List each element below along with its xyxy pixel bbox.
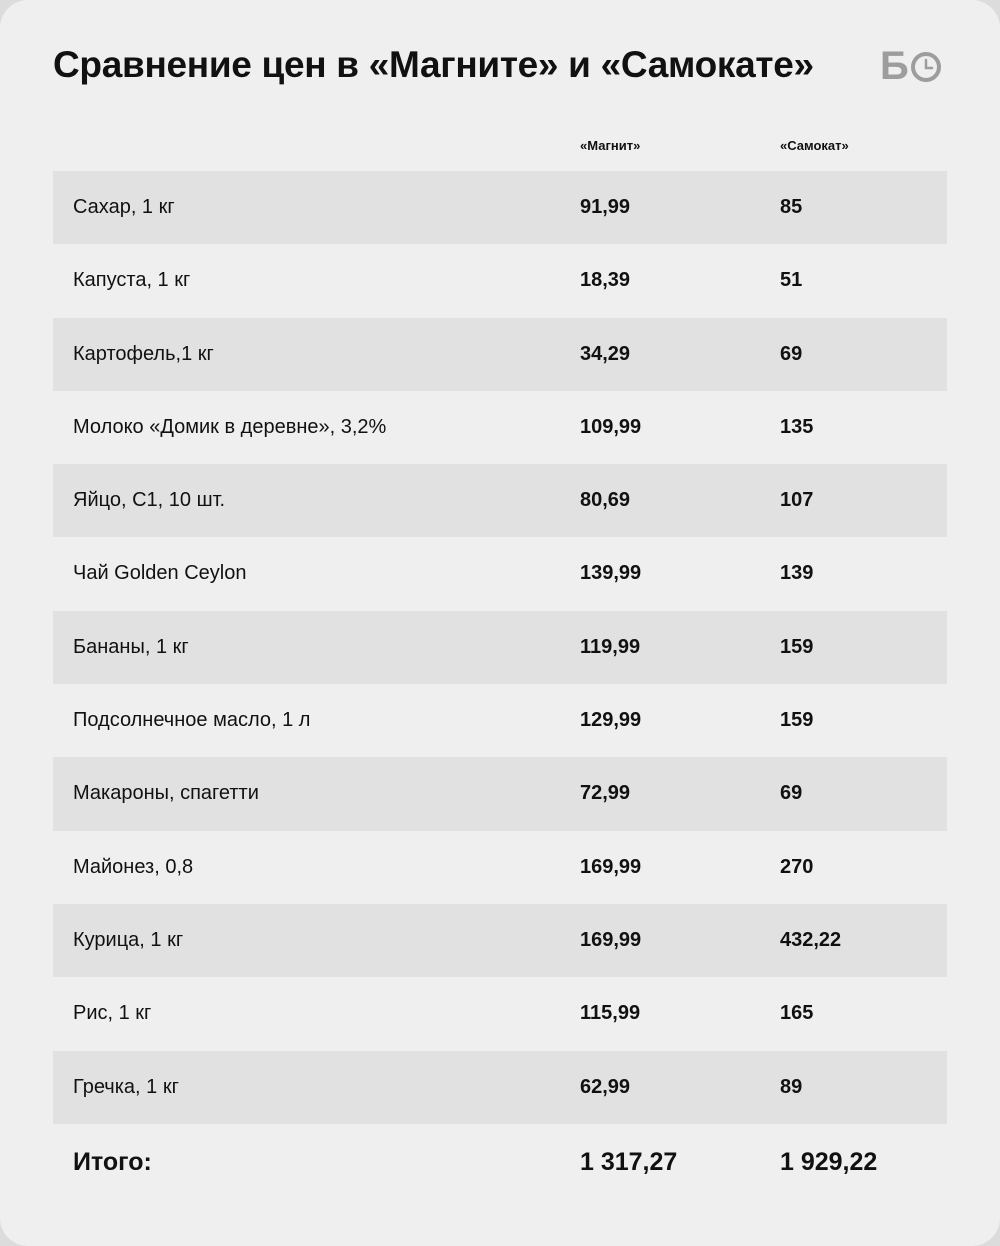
total-samokat: 1 929,22 xyxy=(780,1148,878,1176)
price-magnit: 129,99 xyxy=(580,709,642,732)
table-row xyxy=(53,684,947,757)
price-magnit: 91,99 xyxy=(580,196,631,218)
price-magnit: 119,99 xyxy=(580,635,641,658)
table-row xyxy=(53,757,947,830)
clock-icon xyxy=(911,52,941,82)
product-name: Чай Golden Ceylon xyxy=(73,562,247,585)
page-title: Сравнение цен в «Магните» и «Самокате» xyxy=(53,44,814,85)
product-name: Бананы, 1 кг xyxy=(73,635,189,658)
product-name: Яйцо, С1, 10 шт. xyxy=(73,489,226,512)
bo-logo xyxy=(880,44,950,92)
table-row xyxy=(53,537,947,610)
table-row xyxy=(53,611,947,684)
table-row xyxy=(53,977,947,1050)
price-samokat: 51 xyxy=(780,269,803,292)
price-samokat: 135 xyxy=(780,415,814,438)
price-samokat: 165 xyxy=(780,1002,814,1025)
column-header-samokat: «Самокат» xyxy=(780,138,849,153)
price-samokat: 159 xyxy=(780,635,814,658)
price-magnit: 72,99 xyxy=(580,782,631,805)
product-name: Подсолнечное масло, 1 л xyxy=(73,709,311,732)
price-magnit: 34,29 xyxy=(580,342,631,365)
price-magnit: 169,99 xyxy=(580,855,642,878)
price-magnit: 62,99 xyxy=(580,1075,631,1098)
product-name: Майонез, 0,8 xyxy=(73,855,194,878)
product-name: Молоко «Домик в деревне», 3,2% xyxy=(73,415,387,438)
product-name: Капуста, 1 кг xyxy=(73,269,191,292)
table-row xyxy=(53,244,947,317)
table-row xyxy=(53,464,947,537)
price-magnit: 109,99 xyxy=(580,415,642,438)
product-name: Сахар, 1 кг xyxy=(73,196,175,218)
price-samokat: 159 xyxy=(780,709,814,732)
product-name: Макароны, спагетти xyxy=(73,782,259,805)
price-samokat: 270 xyxy=(780,855,814,878)
price-magnit: 139,99 xyxy=(580,562,642,585)
price-samokat: 432,22 xyxy=(780,928,842,951)
table-row xyxy=(53,1051,947,1124)
total-row xyxy=(53,1130,947,1194)
table-row xyxy=(53,831,947,904)
table-row xyxy=(53,391,947,464)
table-row xyxy=(53,171,947,244)
price-table xyxy=(53,171,947,1124)
price-samokat: 89 xyxy=(780,1075,803,1098)
product-name: Картофель,1 кг xyxy=(73,342,214,365)
total-magnit: 1 317,27 xyxy=(580,1148,678,1176)
product-name: Курица, 1 кг xyxy=(73,928,184,951)
logo-letter: Б xyxy=(880,44,909,88)
price-samokat: 107 xyxy=(780,489,814,512)
price-samokat: 85 xyxy=(780,196,803,218)
price-magnit: 169,99 xyxy=(580,928,642,951)
column-header-magnit: «Магнит» xyxy=(580,138,641,153)
table-row xyxy=(53,318,947,391)
price-magnit: 115,99 xyxy=(580,1002,641,1025)
product-name: Рис, 1 кг xyxy=(73,1002,152,1025)
price-samokat: 69 xyxy=(780,782,803,805)
price-magnit: 18,39 xyxy=(580,269,631,292)
table-row xyxy=(53,904,947,977)
product-name: Гречка, 1 кг xyxy=(73,1075,179,1098)
price-samokat: 139 xyxy=(780,562,814,585)
price-samokat: 69 xyxy=(780,342,803,365)
total-label: Итого: xyxy=(73,1148,152,1176)
price-magnit: 80,69 xyxy=(580,489,631,512)
